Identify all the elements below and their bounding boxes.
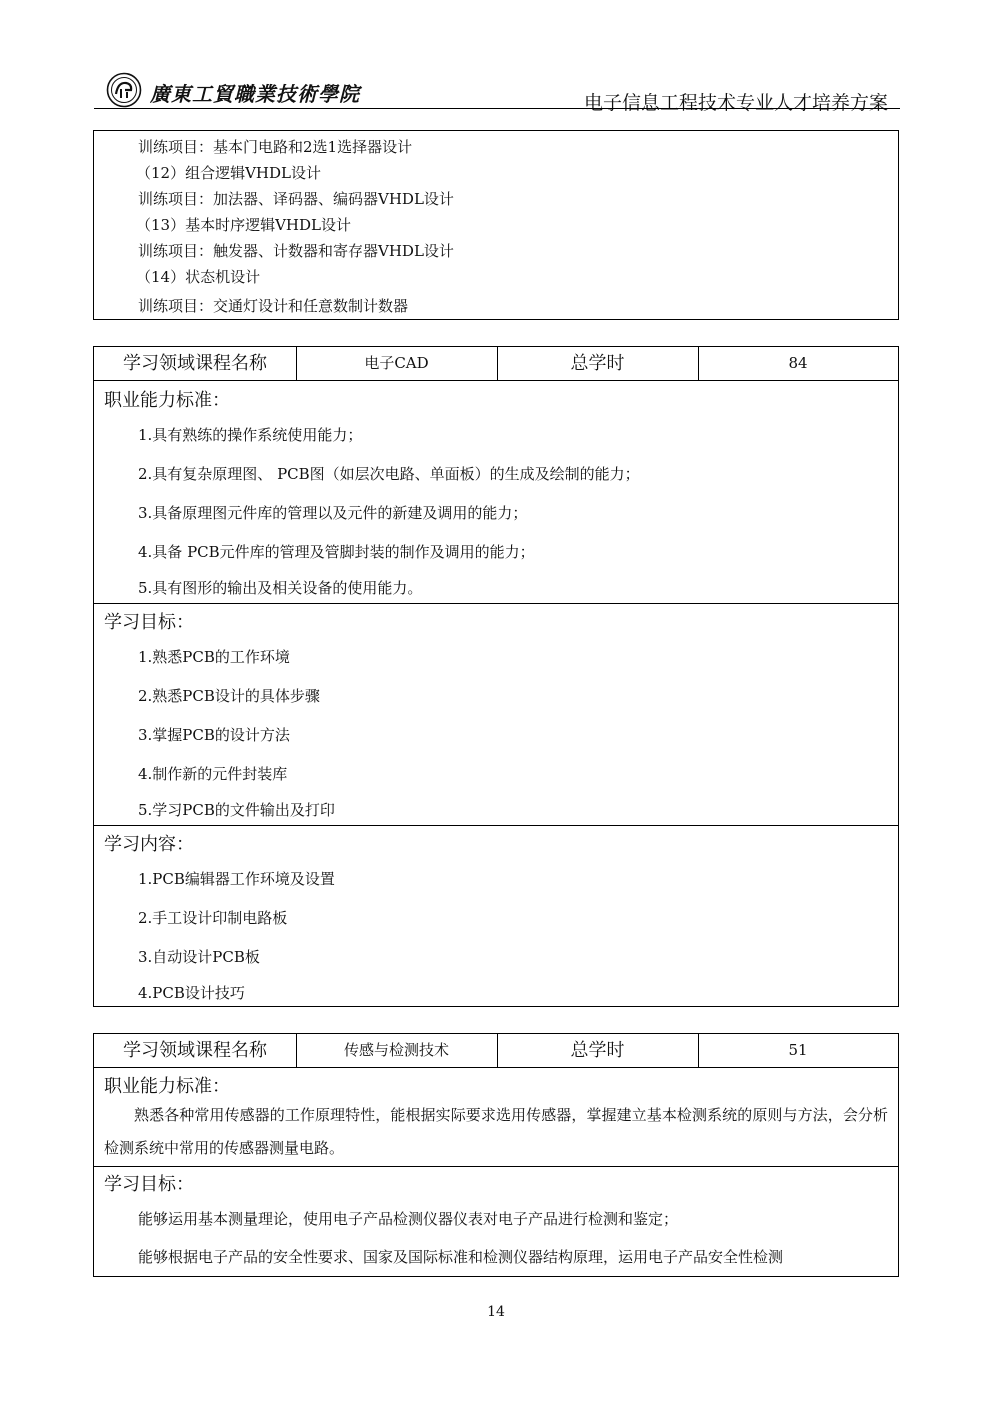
header-divider [94, 108, 900, 109]
ability-standard-heading: 职业能力标准： [104, 390, 230, 411]
ability-item: 3.具备原理图元件库的管理以及元件的新建及调用的能力； [138, 504, 528, 522]
goal-item: 1.熟悉PCB的工作环境 [138, 648, 290, 666]
course-name-label: 学习领域课程名称 [123, 1040, 267, 1061]
school-logo-icon [106, 72, 142, 108]
training-line: 训练项目：加法器、译码器、编码器VHDL设计 [138, 190, 454, 208]
content-item: 1.PCB编辑器工作环境及设置 [138, 870, 335, 888]
page-number: 14 [487, 1304, 505, 1320]
course-table-sensing [93, 1033, 899, 1277]
continued-training-box [93, 130, 899, 320]
training-line: 训练项目：触发器、计数器和寄存器VHDL设计 [138, 242, 454, 260]
total-hours-label: 总学时 [570, 353, 625, 374]
ability-item: 1.具有熟练的操作系统使用能力； [138, 426, 363, 444]
ability-item: 4.具备 PCB元件库的管理及管脚封装的制作及调用的能力； [138, 543, 535, 561]
school-name: 廣東工貿職業技術學院 [150, 82, 360, 106]
goal-item: 4.制作新的元件封装库 [138, 765, 288, 783]
page-header [0, 0, 992, 115]
course-name-value: 电子CAD [364, 354, 429, 372]
training-line: （14）状态机设计 [136, 268, 261, 286]
document-title: 电子信息工程技术专业人才培养方案 [583, 92, 888, 114]
course-table-electronic-cad [93, 346, 899, 1007]
goal-item: 2.熟悉PCB设计的具体步骤 [138, 687, 320, 705]
course-name-label: 学习领域课程名称 [123, 353, 267, 374]
goal-item: 3.掌握PCB的设计方法 [138, 726, 290, 744]
learning-content-heading: 学习内容： [104, 834, 194, 855]
ability-item: 2.具有复杂原理图、 PCB图（如层次电路、单面板）的生成及绘制的能力； [138, 465, 640, 483]
content-item: 3.自动设计PCB板 [138, 948, 260, 966]
ability-paragraph: 熟悉各种常用传感器的工作原理特性，能根据实际要求选用传感器，掌握建立基本检测系统的原则与方法，会分析检测系统中常用的传感器测量电路。 [104, 1106, 888, 1157]
training-line: （12）组合逻辑VHDL设计 [136, 164, 321, 182]
goal-item: 5.学习PCB的文件输出及打印 [138, 801, 335, 819]
ability-standard-heading: 职业能力标准： [104, 1076, 230, 1097]
training-line: 训练项目：基本门电路和2选1选择器设计 [138, 138, 413, 156]
total-hours-value: 84 [788, 354, 808, 372]
content-item: 4.PCB设计技巧 [138, 984, 245, 1002]
training-line: 训练项目：交通灯设计和任意数制计数器 [138, 297, 409, 315]
learning-goal-heading: 学习目标： [104, 1174, 194, 1195]
goal-item: 能够根据电子产品的安全性要求、国家及国际标准和检测仪器结构原理，运用电子产品安全性检测 [138, 1248, 784, 1266]
total-hours-value: 51 [788, 1041, 808, 1059]
goal-item: 能够运用基本测量理论，使用电子产品检测仪器仪表对电子产品进行检测和鉴定； [138, 1210, 679, 1228]
content-item: 2.手工设计印制电路板 [138, 909, 288, 927]
ability-item: 5.具有图形的输出及相关设备的使用能力。 [138, 579, 423, 597]
course-name-value: 传感与检测技术 [343, 1041, 449, 1059]
learning-goal-heading: 学习目标： [104, 612, 194, 633]
training-line: （13）基本时序逻辑VHDL设计 [136, 216, 351, 234]
total-hours-label: 总学时 [570, 1040, 625, 1061]
